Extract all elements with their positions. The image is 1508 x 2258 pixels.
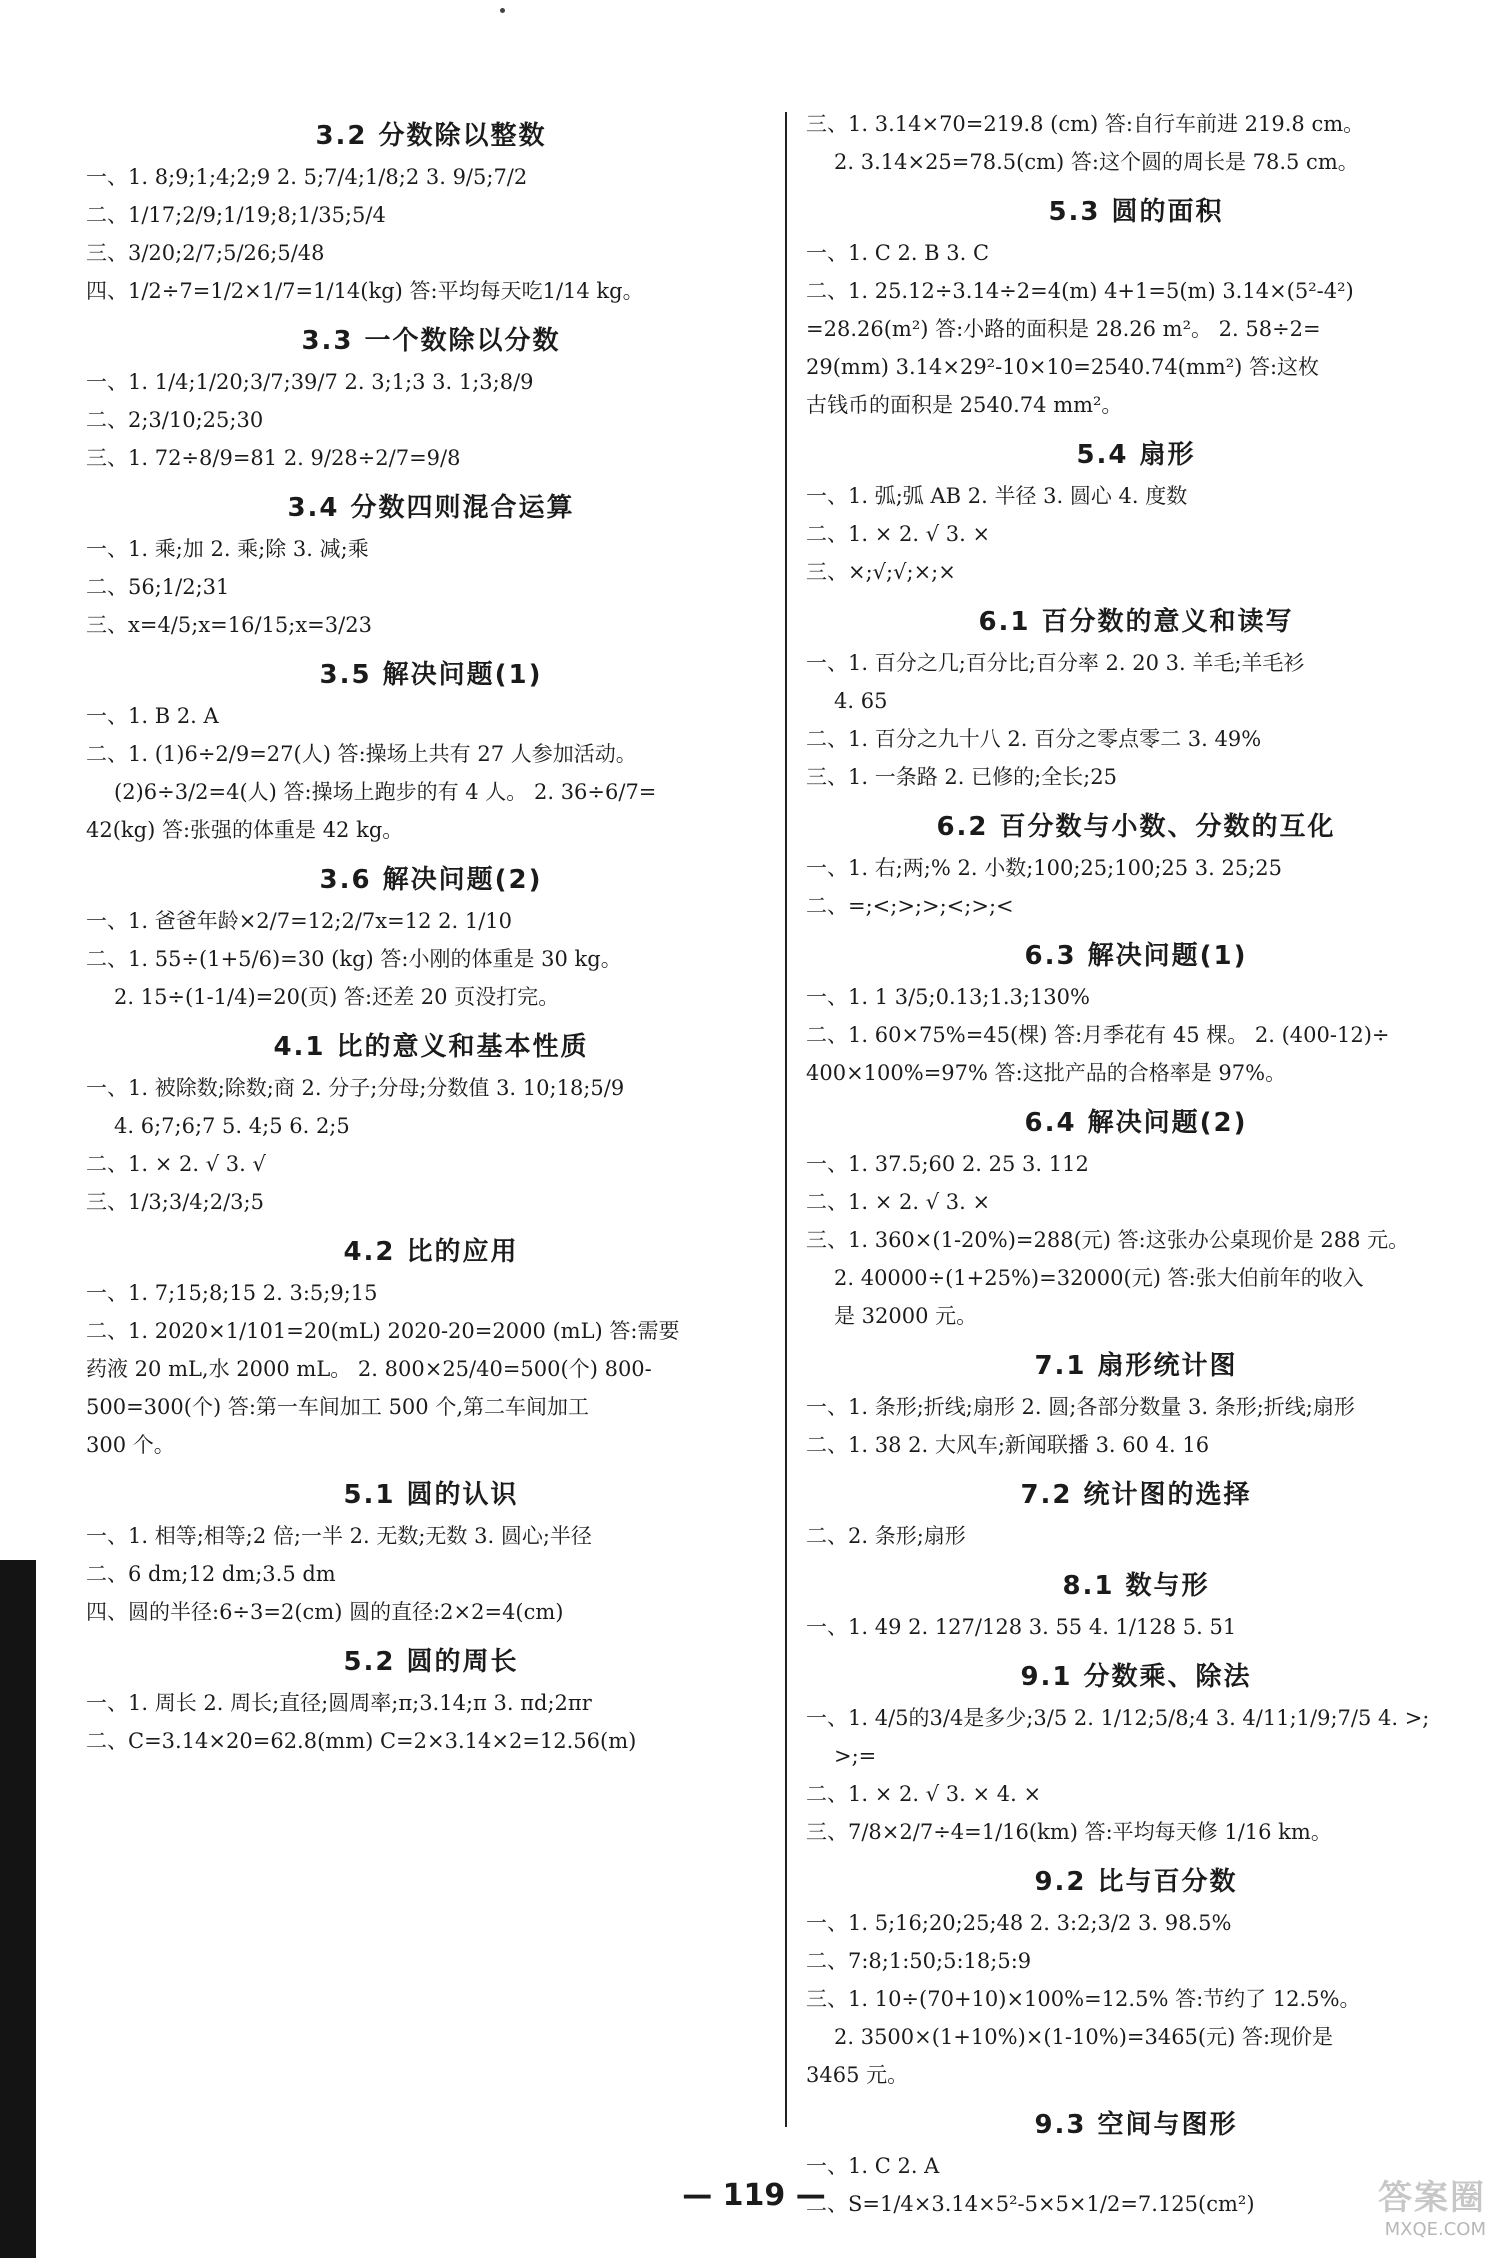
answer-line: 二、1. (1)6÷2/9=27(人) 答:操场上共有 27 人参加活动。 bbox=[86, 742, 637, 766]
answer-line: 二、S=1/4×3.14×5²-5×5×1/2=7.125(cm²) bbox=[806, 2192, 1255, 2216]
answer-line: 2. 3.14×25=78.5(cm) 答:这个圆的周长是 78.5 cm。 bbox=[834, 150, 1359, 174]
answer-section bbox=[86, 115, 776, 310]
top-dot bbox=[500, 8, 505, 13]
answer-line: 300 个。 bbox=[86, 1433, 175, 1457]
answer-line: 是 32000 元。 bbox=[834, 1304, 978, 1328]
section-title: 9.1 分数乘、除法 bbox=[1020, 1662, 1252, 1692]
section-title: 3.4 分数四则混合运算 bbox=[287, 493, 575, 523]
section-title: 5.2 圆的周长 bbox=[343, 1647, 519, 1677]
answer-line: 400×100%=97% 答:这批产品的合格率是 97%。 bbox=[806, 1061, 1287, 1085]
answer-line: 3465 元。 bbox=[806, 2063, 909, 2087]
section-title: 5.3 圆的面积 bbox=[1048, 197, 1224, 227]
watermark-site: MXQE.COM bbox=[1384, 2219, 1486, 2240]
answer-line: 42(kg) 答:张强的体重是 42 kg。 bbox=[86, 818, 404, 842]
answer-section bbox=[86, 487, 776, 644]
answer-line: 二、1. 25.12÷3.14÷2=4(m) 4+1=5(m) 3.14×(5²-4²) bbox=[806, 279, 1354, 303]
answer-line: 四、圆的半径:6÷3=2(cm) 圆的直径:2×2=4(cm) bbox=[86, 1600, 564, 1624]
section-title: 5.1 圆的认识 bbox=[343, 1480, 519, 1510]
page-number: — 119 — bbox=[682, 2178, 826, 2213]
section-title: 9.3 空间与图形 bbox=[1034, 2110, 1238, 2140]
answer-line: =28.26(m²) 答:小路的面积是 28.26 m²。 2. 58÷2= bbox=[806, 317, 1321, 341]
answer-line: 三、3/20;2/7;5/26;5/48 bbox=[86, 241, 325, 265]
answer-section bbox=[806, 1102, 1466, 1335]
answer-section bbox=[86, 654, 776, 849]
answer-section bbox=[86, 1474, 776, 1631]
answer-section bbox=[86, 1026, 776, 1221]
answer-line: 二、1. 百分之九十八 2. 百分之零点零二 3. 49% bbox=[806, 727, 1262, 751]
answer-line: 三、1. 10÷(70+10)×100%=12.5% 答:节约了 12.5%。 bbox=[806, 1987, 1361, 2011]
answer-line: 二、2;3/10;25;30 bbox=[86, 408, 264, 432]
watermark-logo: 答案圈 bbox=[1378, 2178, 1486, 2218]
answer-line: 一、1. 乘;加 2. 乘;除 3. 减;乘 bbox=[86, 537, 369, 561]
answer-section bbox=[806, 191, 1466, 424]
answer-line: 二、1. 60×75%=45(棵) 答:月季花有 45 棵。 2. (400-12)÷ bbox=[806, 1023, 1390, 1047]
answer-section bbox=[806, 1565, 1466, 1646]
answer-line: 三、1. 3.14×70=219.8 (cm) 答:自行车前进 219.8 cm。 bbox=[806, 112, 1365, 136]
answer-section bbox=[806, 1474, 1466, 1555]
answer-line: 药液 20 mL,水 2000 mL。 2. 800×25/40=500(个) 800- bbox=[86, 1357, 652, 1381]
answer-line: 二、C=3.14×20=62.8(mm) C=2×3.14×2=12.56(m) bbox=[86, 1729, 637, 1753]
section-title: 9.2 比与百分数 bbox=[1034, 1867, 1238, 1897]
answer-line: 四、1/2÷7=1/2×1/7=1/14(kg) 答:平均每天吃1/14 kg。 bbox=[86, 279, 644, 303]
answer-line: 三、x=4/5;x=16/15;x=3/23 bbox=[86, 613, 372, 637]
answer-line: 一、1. 37.5;60 2. 25 3. 112 bbox=[806, 1152, 1089, 1176]
answer-line: 一、1. 周长 2. 周长;直径;圆周率;π;3.14;π 3. πd;2πr bbox=[86, 1691, 592, 1715]
answer-line: 29(mm) 3.14×29²-10×10=2540.74(mm²) 答:这枚 bbox=[806, 355, 1320, 379]
binding-edge-shadow bbox=[0, 1560, 36, 2258]
answer-line: 一、1. B 2. A bbox=[86, 704, 219, 728]
answer-section bbox=[806, 434, 1466, 591]
answer-line: 三、1. 一条路 2. 已修的;全长;25 bbox=[806, 765, 1117, 789]
section-title: 7.1 扇形统计图 bbox=[1034, 1351, 1238, 1381]
answer-line: 一、1. 8;9;1;4;2;9 2. 5;7/4;1/8;2 3. 9/5;7/2 bbox=[86, 165, 528, 189]
answer-section bbox=[86, 320, 776, 477]
answer-line: 2. 15÷(1-1/4)=20(页) 答:还差 20 页没打完。 bbox=[114, 985, 560, 1009]
answer-line: 一、1. 弧;弧 AB 2. 半径 3. 圆心 4. 度数 bbox=[806, 484, 1188, 508]
answer-line: 一、1. 条形;折线;扇形 2. 圆;各部分数量 3. 条形;折线;扇形 bbox=[806, 1395, 1355, 1419]
answer-line: 一、1. C 2. B 3. C bbox=[806, 241, 990, 265]
answer-line: 二、1. 2020×1/101=20(mL) 2020-20=2000 (mL) 答:需要 bbox=[86, 1319, 680, 1343]
section-title: 3.2 分数除以整数 bbox=[315, 121, 547, 151]
watermark bbox=[1378, 2170, 1486, 2240]
right-column bbox=[806, 105, 1466, 2223]
answer-line: 三、×;√;√;×;× bbox=[806, 560, 956, 584]
section-title: 6.4 解决问题(2) bbox=[1024, 1108, 1248, 1138]
answer-line: 三、1. 72÷8/9=81 2. 9/28÷2/7=9/8 bbox=[86, 446, 461, 470]
answer-line: 一、1. 右;两;% 2. 小数;100;25;100;25 3. 25;25 bbox=[806, 856, 1283, 880]
left-column bbox=[86, 105, 776, 1760]
answer-line: 二、56;1/2;31 bbox=[86, 575, 230, 599]
section-title: 8.1 数与形 bbox=[1062, 1571, 1210, 1601]
answer-line: (2)6÷3/2=4(人) 答:操场上跑步的有 4 人。 2. 36÷6/7= bbox=[114, 780, 657, 804]
answer-section bbox=[806, 1656, 1466, 1851]
column-divider bbox=[785, 112, 787, 2127]
answer-section bbox=[806, 806, 1466, 925]
answer-line: 二、7:8;1:50;5:18;5:9 bbox=[806, 1949, 1032, 1973]
section-title: 3.5 解决问题(1) bbox=[319, 660, 543, 690]
answer-line: >;= bbox=[834, 1744, 877, 1768]
section-title: 6.3 解决问题(1) bbox=[1024, 941, 1248, 971]
answer-line: 一、1. 百分之几;百分比;百分率 2. 20 3. 羊毛;羊毛衫 bbox=[806, 651, 1305, 675]
answer-line: 一、1. 5;16;20;25;48 2. 3:2;3/2 3. 98.5% bbox=[806, 1911, 1232, 1935]
answer-line: 4. 65 bbox=[834, 689, 888, 713]
answer-line: 古钱币的面积是 2540.74 mm²。 bbox=[806, 393, 1123, 417]
answer-section bbox=[86, 1231, 776, 1464]
section-title: 5.4 扇形 bbox=[1076, 440, 1196, 470]
answer-section bbox=[86, 1641, 776, 1760]
answer-line: 二、1/17;2/9;1/19;8;1/35;5/4 bbox=[86, 203, 386, 227]
answer-line: 2. 40000÷(1+25%)=32000(元) 答:张大伯前年的收入 bbox=[834, 1266, 1364, 1290]
answer-section bbox=[806, 601, 1466, 796]
answer-line: 4. 6;7;6;7 5. 4;5 6. 2;5 bbox=[114, 1114, 350, 1138]
answer-line: 二、2. 条形;扇形 bbox=[806, 1524, 966, 1548]
section-title: 3.3 一个数除以分数 bbox=[301, 326, 561, 356]
answer-line: 一、1. 4/5的3/4是多少;3/5 2. 1/12;5/8;4 3. 4/11;1/9;7/5 4. >; bbox=[806, 1706, 1430, 1730]
answer-line: 二、=;<;>;>;<;>;< bbox=[806, 894, 1014, 918]
answer-line: 一、1. 1/4;1/20;3/7;39/7 2. 3;1;3 3. 1;3;8/9 bbox=[86, 370, 534, 394]
answer-section bbox=[806, 1861, 1466, 2094]
answer-line: 二、6 dm;12 dm;3.5 dm bbox=[86, 1562, 336, 1586]
answer-line: 二、1. × 2. √ 3. × bbox=[806, 1190, 991, 1214]
section-title: 6.2 百分数与小数、分数的互化 bbox=[936, 812, 1336, 842]
answer-line: 三、1/3;3/4;2/3;5 bbox=[86, 1190, 264, 1214]
section-title: 7.2 统计图的选择 bbox=[1020, 1480, 1252, 1510]
section-title: 4.1 比的意义和基本性质 bbox=[273, 1032, 589, 1062]
answer-line: 二、1. 38 2. 大风车;新闻联播 3. 60 4. 16 bbox=[806, 1433, 1210, 1457]
answer-line: 2. 3500×(1+10%)×(1-10%)=3465(元) 答:现价是 bbox=[834, 2025, 1334, 2049]
answer-line: 一、1. C 2. A bbox=[806, 2154, 940, 2178]
answer-line: 一、1. 7;15;8;15 2. 3:5;9;15 bbox=[86, 1281, 378, 1305]
answer-section bbox=[806, 105, 1466, 181]
answer-line: 三、1. 360×(1-20%)=288(元) 答:这张办公桌现价是 288 元。 bbox=[806, 1228, 1410, 1252]
answer-line: 一、1. 49 2. 127/128 3. 55 4. 1/128 5. 51 bbox=[806, 1615, 1237, 1639]
answer-line: 二、1. × 2. √ 3. × bbox=[806, 522, 991, 546]
answer-line: 二、1. × 2. √ 3. × 4. × bbox=[806, 1782, 1042, 1806]
section-title: 3.6 解决问题(2) bbox=[319, 865, 543, 895]
answer-line: 一、1. 爸爸年龄×2/7=12;2/7x=12 2. 1/10 bbox=[86, 909, 512, 933]
answer-section bbox=[86, 859, 776, 1016]
answer-line: 二、1. 55÷(1+5/6)=30 (kg) 答:小刚的体重是 30 kg。 bbox=[86, 947, 622, 971]
answer-line: 一、1. 1 3/5;0.13;1.3;130% bbox=[806, 985, 1090, 1009]
answer-line: 一、1. 相等;相等;2 倍;一半 2. 无数;无数 3. 圆心;半径 bbox=[86, 1524, 592, 1548]
answer-line: 二、1. × 2. √ 3. √ bbox=[86, 1152, 266, 1176]
section-title: 6.1 百分数的意义和读写 bbox=[978, 607, 1294, 637]
answer-line: 一、1. 被除数;除数;商 2. 分子;分母;分数值 3. 10;18;5/9 bbox=[86, 1076, 625, 1100]
answer-section bbox=[806, 935, 1466, 1092]
answer-section bbox=[806, 1345, 1466, 1464]
section-title: 4.2 比的应用 bbox=[343, 1237, 519, 1267]
answer-line: 500=300(个) 答:第一车间加工 500 个,第二车间加工 bbox=[86, 1395, 590, 1419]
answer-line: 三、7/8×2/7÷4=1/16(km) 答:平均每天修 1/16 km。 bbox=[806, 1820, 1332, 1844]
